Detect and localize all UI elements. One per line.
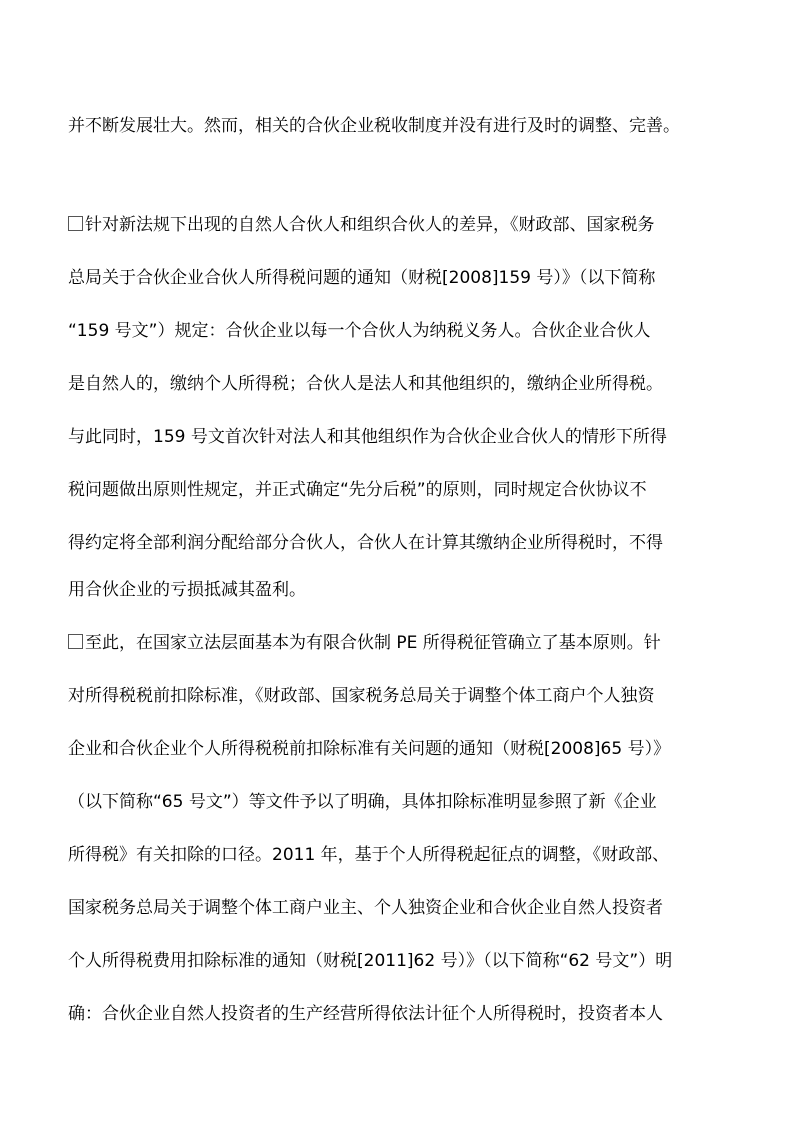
text-line: 是自然人的，缴纳个人所得税；合伙人是法人和其他组织的，缴纳企业所得税。 <box>68 374 663 394</box>
text-line: 所得税》有关扣除的口径。2011 年，基于个人所得税起征点的调整，《财政部、 <box>68 845 670 865</box>
text-line: 税问题做出原则性规定，并正式确定“先分后税”的原则，同时规定合伙协议不 <box>68 480 647 500</box>
text-line: 得约定将全部利润分配给部分合伙人，合伙人在计算其缴纳企业所得税时，不得 <box>68 533 663 553</box>
text-line: 并不断发展壮大。然而，相关的合伙企业税收制度并没有进行及时的调整、完善。 <box>68 116 680 136</box>
text-line-content: 针对新法规下出现的自然人合伙人和组织合伙人的差异，《财政部、国家税务 <box>85 215 655 235</box>
checkbox-marker-icon <box>68 216 83 231</box>
text-line: 确：合伙企业自然人投资者的生产经营所得依法计征个人所得税时，投资者本人 <box>68 1004 663 1024</box>
text-line: 国家税务总局关于调整个体工商户业主、个人独资企业和合伙企业自然人投资者 <box>68 898 663 918</box>
text-line: 总局关于合伙企业合伙人所得税问题的通知（财税[2008]159 号）》（以下简称 <box>68 268 656 288</box>
text-line: 企业和合伙企业个人所得税税前扣除标准有关问题的通知（财税[2008]65 号）》 <box>68 739 671 759</box>
text-line: 个人所得税费用扣除标准的通知（财税[2011]62 号）》（以下简称“62 号文”）明 <box>68 951 673 971</box>
text-line: 用合伙企业的亏损抵减其盈利。 <box>68 580 306 600</box>
paragraph-start-line <box>68 213 728 237</box>
text-line: （以下简称“65 号文”）等文件予以了明确，具体扣除标准明显参照了新《企业 <box>68 792 657 812</box>
paragraph-start-line <box>68 631 728 655</box>
text-line: 对所得税税前扣除标准，《财政部、国家税务总局关于调整个体工商户个人独资 <box>68 686 655 706</box>
checkbox-marker-icon <box>68 634 83 649</box>
text-line-content: 至此，在国家立法层面基本为有限合伙制 PE 所得税征管确立了基本原则。针 <box>85 633 661 653</box>
text-line: “159 号文”）规定：合伙企业以每一个合伙人为纳税义务人。合伙企业合伙人 <box>68 321 651 341</box>
text-line: 与此同时，159 号文首次针对法人和其他组织作为合伙企业合伙人的情形下所得 <box>68 427 667 447</box>
